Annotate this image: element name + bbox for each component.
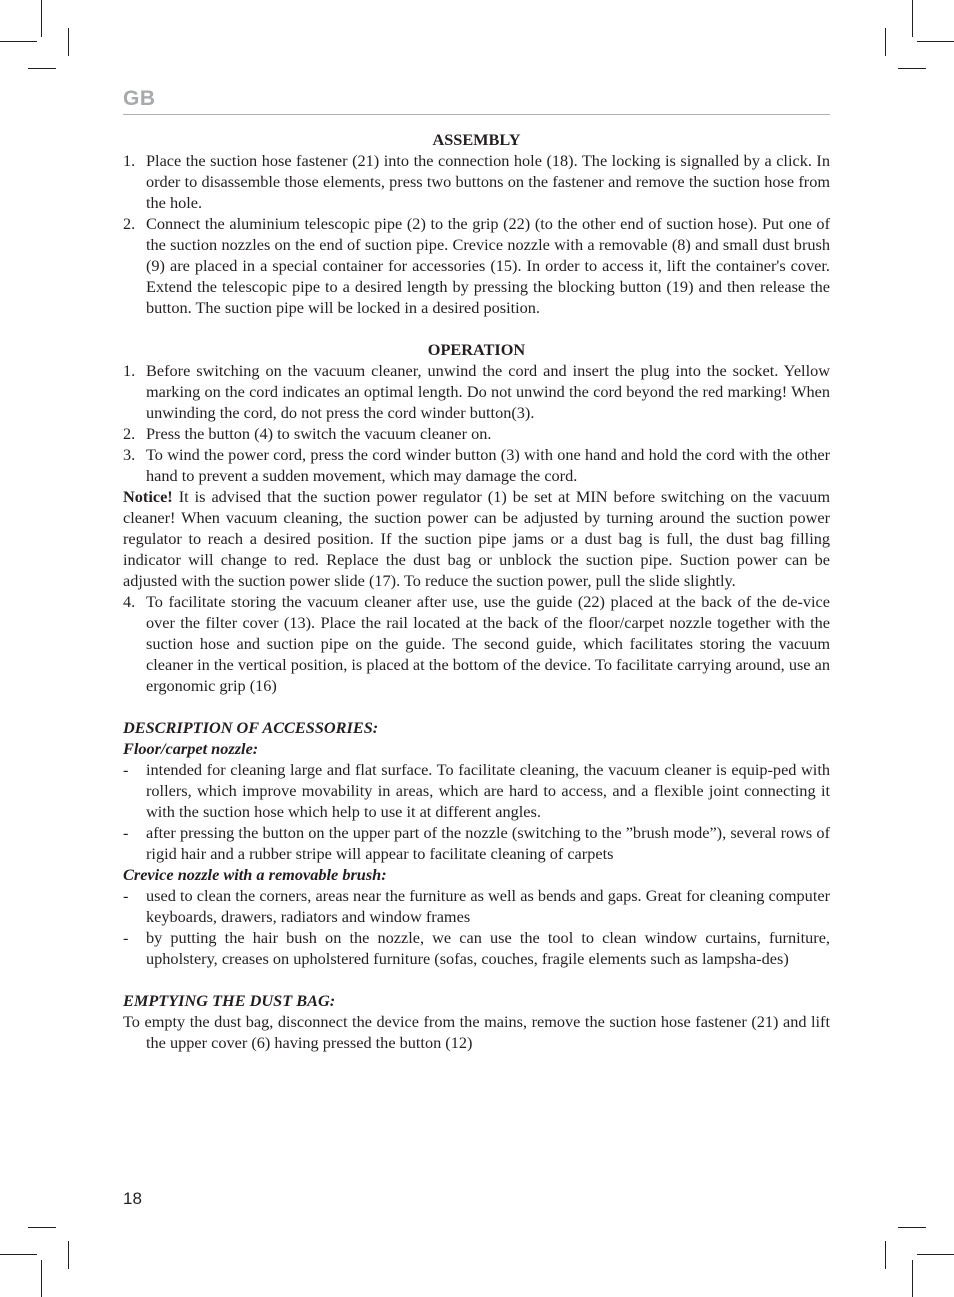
list-bullet: -	[123, 760, 129, 779]
page-number: 18	[123, 1189, 142, 1208]
list-item	[123, 822, 830, 864]
manual-page-content	[123, 129, 830, 1053]
operation-title: OPERATION	[427, 340, 526, 359]
list-item	[123, 213, 830, 318]
list-item	[123, 927, 830, 969]
crop-mark	[898, 68, 926, 69]
list-item-text: by putting the hair bush on the nozzle, we can use the tool to clean window curtains, furniture, upholstery, creases on upholstered furniture (sofas, couches, fragile elements such as lampsha-des)	[146, 928, 830, 968]
list-item-text: To wind the power cord, press the cord winder button (3) with one hand and hold the cord with the other hand to prevent a sudden movement, which may damage the cord.	[146, 445, 830, 485]
list-item	[123, 759, 830, 822]
list-bullet: -	[123, 886, 129, 905]
language-label: GB	[123, 87, 156, 110]
list-item-text: Before switching on the vacuum cleaner, unwind the cord and insert the plug into the socket. Yellow marking on the cord indicates an optimal length. Do not unwind the cord beyond the red marking! When unwinding the cord, do not press the cord winder button(3).	[146, 361, 830, 422]
list-item-text: Press the button (4) to switch the vacuum cleaner on.	[146, 424, 492, 443]
crop-mark	[898, 1227, 926, 1228]
emptying-title: EMPTYING THE DUST BAG:	[123, 991, 336, 1010]
notice-label: Notice!	[123, 487, 173, 506]
list-item	[123, 360, 830, 423]
notice-paragraph	[123, 486, 830, 591]
list-item-text: intended for cleaning large and flat surface. To facilitate cleaning, the vacuum cleaner is equip-ped with rollers, which improve movability in areas, which are hard to access, and a flexible joint connecting it with the suction hose which help to use it at different angles.	[146, 760, 830, 821]
crop-mark	[0, 1254, 37, 1255]
list-number: 2.	[123, 214, 136, 233]
list-number: 4.	[123, 592, 136, 611]
list-item	[123, 444, 830, 486]
list-item-text: used to clean the corners, areas near the furniture as well as bends and gaps. Great for cleaning computer keyboards, drawers, radiators and window frames	[146, 886, 830, 926]
list-item	[123, 423, 830, 444]
crop-mark	[917, 1254, 954, 1255]
crop-mark	[917, 41, 954, 42]
crop-mark	[912, 0, 913, 37]
crop-mark	[0, 41, 37, 42]
crop-mark	[68, 28, 69, 56]
crop-mark	[28, 68, 56, 69]
list-item	[123, 885, 830, 927]
crevice-nozzle-title: Crevice nozzle with a removable brush:	[123, 865, 387, 884]
notice-text: It is advised that the suction power regulator (1) be set at MIN before switching on the vacuum cleaner! When vacuum cleaning, the suction power can be adjusted by turning around the suction power regulator to reach a desired position. If the suction pipe jams or a dust bag is full, the dust bag filling indicator will change to red. Replace the dust bag or unblock the suction pipe. Suction power can be adjusted with the suction power slide (17). To reduce the suction power, pull the slide slightly.	[123, 487, 830, 590]
list-item	[123, 150, 830, 213]
list-item	[123, 591, 830, 696]
crop-mark	[885, 28, 886, 56]
crop-mark	[68, 1241, 69, 1269]
list-bullet: -	[123, 928, 129, 947]
list-bullet: -	[123, 823, 129, 842]
crop-mark	[885, 1241, 886, 1269]
emptying-text: To empty the dust bag, disconnect the device from the mains, remove the suction hose fastener (21) and lift the upper cover (6) having pressed the button (12)	[123, 1012, 830, 1052]
crop-mark	[41, 0, 42, 37]
list-number: 1.	[123, 361, 136, 380]
assembly-title: ASSEMBLY	[432, 130, 521, 149]
crop-mark	[912, 1260, 913, 1297]
header-divider	[123, 114, 830, 115]
list-number: 1.	[123, 151, 136, 170]
crop-mark	[28, 1227, 56, 1228]
crop-mark	[41, 1260, 42, 1297]
list-number: 2.	[123, 424, 136, 443]
list-item-text: Connect the aluminium telescopic pipe (2) to the grip (22) (to the other end of suction hose). Put one of the suction nozzles on the end of suction pipe. Crevice nozzle with a removable (8) and small dust brush (9) are placed in a special container for accessories (15). In order to access it, lift the container's cover. Extend the telescopic pipe to a desired length by pressing the blocking button (19) and then release the button. The suction pipe will be locked in a desired position.	[146, 214, 830, 317]
list-item-text: after pressing the button on the upper part of the nozzle (switching to the ”brush mode”), several rows of rigid hair and a rubber stripe will appear to facilitate cleaning of carpets	[146, 823, 830, 863]
floor-nozzle-title: Floor/carpet nozzle:	[123, 739, 259, 758]
list-number: 3.	[123, 445, 136, 464]
accessories-title: DESCRIPTION OF ACCESSORIES:	[123, 718, 379, 737]
list-item-text: To facilitate storing the vacuum cleaner after use, use the guide (22) placed at the back of the de-vice over the filter cover (13). Place the rail located at the back of the floor/carpet nozzle together with the suction hose and suction pipe on the guide. The second guide, which facilitates storing the vacuum cleaner in the vertical position, is placed at the bottom of the device. To facilitate carrying around, use an ergonomic grip (16)	[146, 592, 830, 695]
list-item-text: Place the suction hose fastener (21) into the connection hole (18). The locking is signalled by a click. In order to disassemble those elements, press two buttons on the fastener and remove the suction hose from the hole.	[146, 151, 830, 212]
